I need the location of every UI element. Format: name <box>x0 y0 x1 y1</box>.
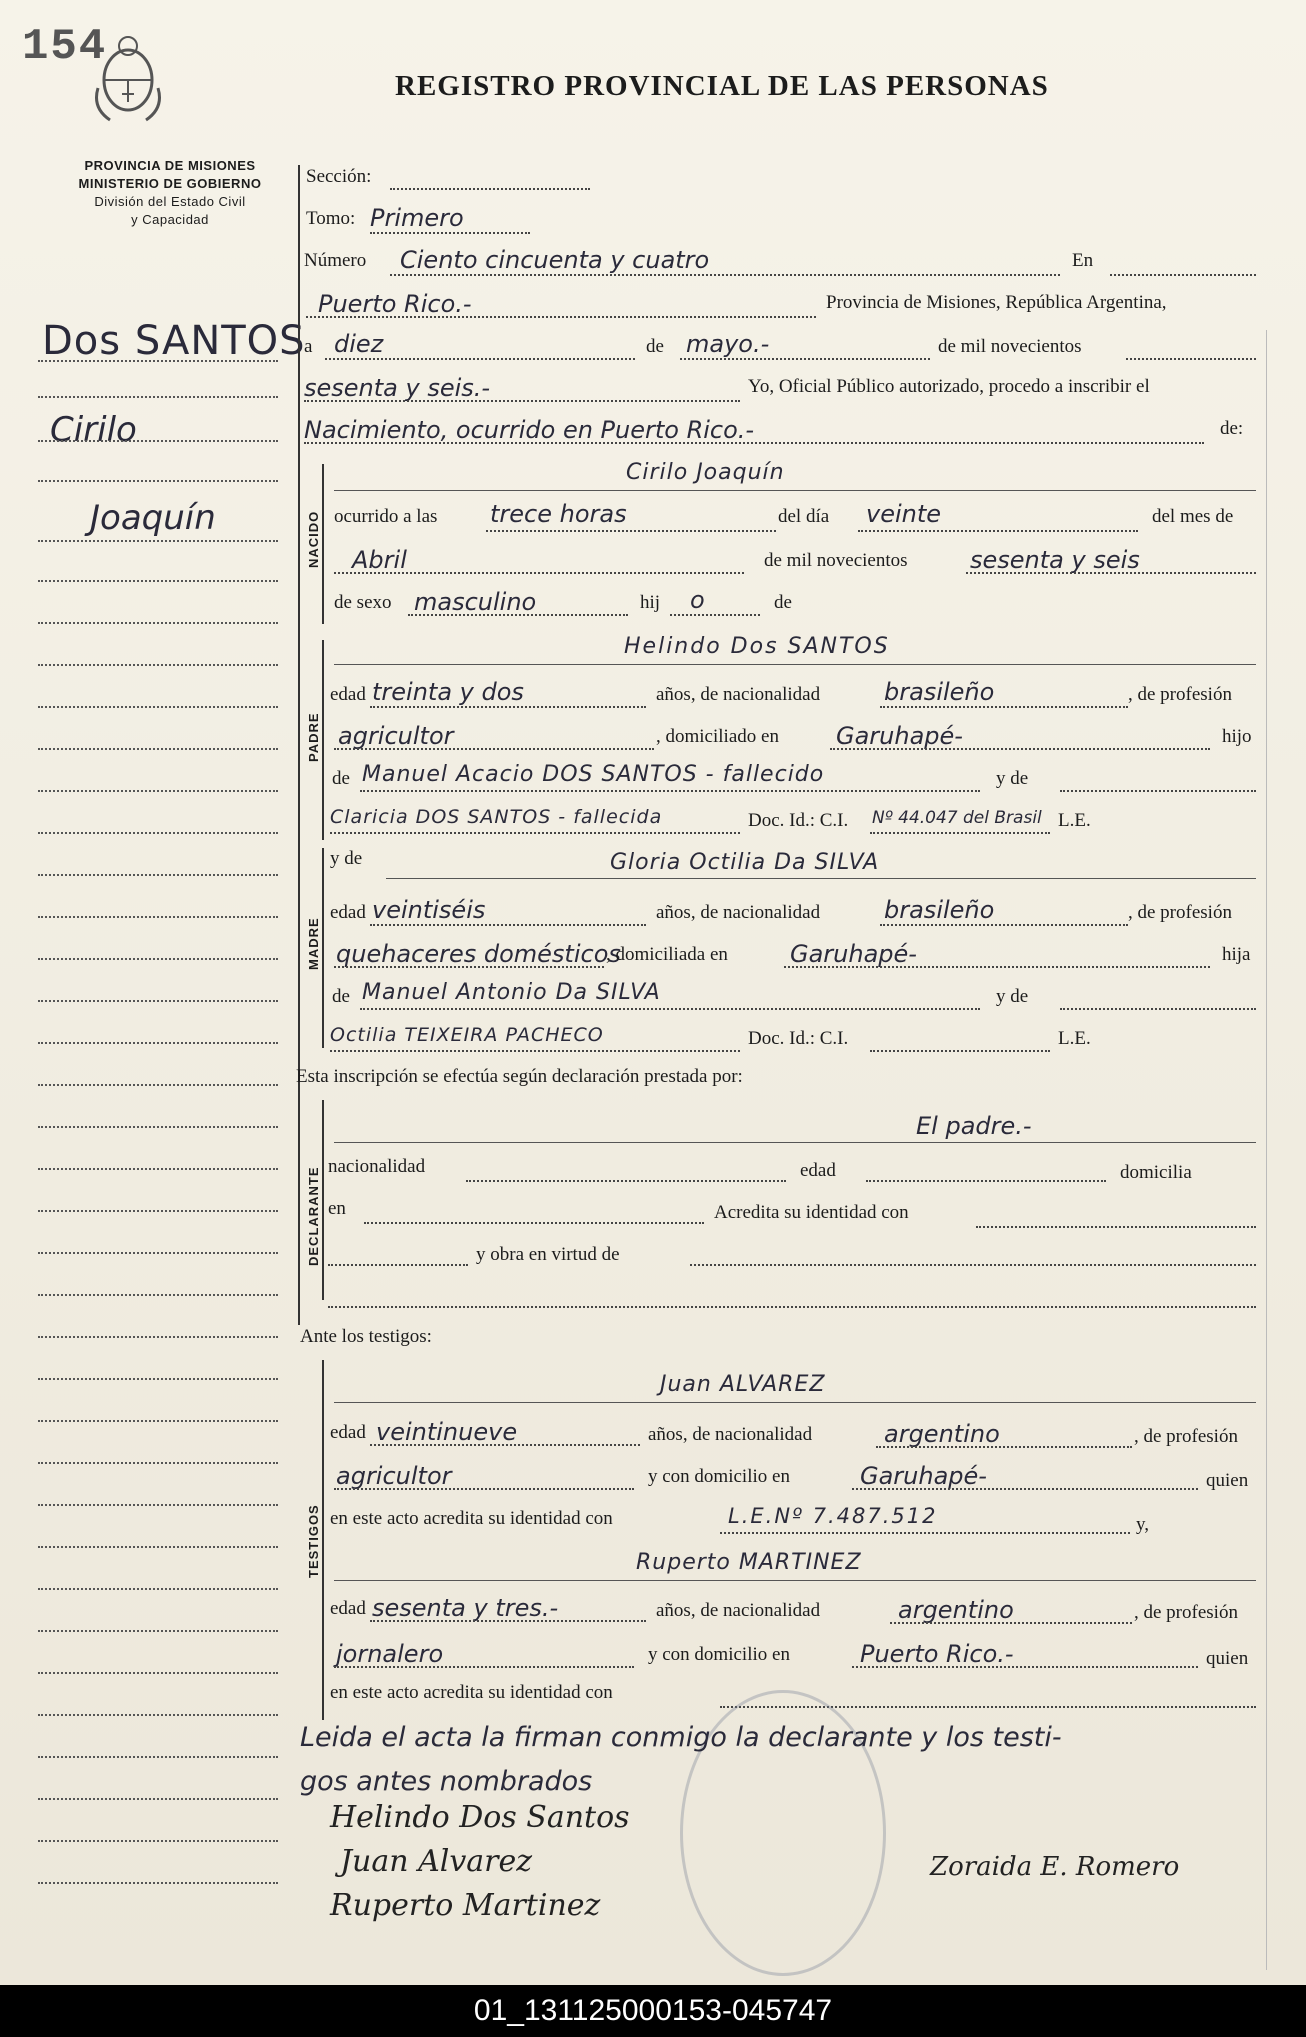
document-title: REGISTRO PROVINCIAL DE LAS PERSONAS <box>395 70 1049 102</box>
madre-nombre: Gloria Octilia Da SILVA <box>610 850 880 875</box>
madre-madre-value: Octilia TEIXEIRA PACHECO <box>330 1024 604 1046</box>
testigo1-dom-label: y con domicilio en <box>648 1466 790 1487</box>
madre-doc-id-label: Doc. Id.: C.I. <box>748 1028 849 1049</box>
authority-line: PROVINCIA DE MISIONES <box>84 158 256 173</box>
oficial-label: Yo, Oficial Público autorizado, procedo a inscribir el <box>748 376 1150 397</box>
testigo1-profesion-label: , de profesión <box>1134 1426 1238 1447</box>
ocurrido-label: ocurrido a las <box>334 506 438 527</box>
testigo1-edad-label: edad <box>330 1422 366 1443</box>
padre-edad-value: treinta y dos <box>372 678 524 706</box>
testigo1-dom-value: Garuhapé- <box>860 1462 987 1490</box>
numero-label: Número <box>304 250 367 271</box>
en-label: En <box>1072 250 1094 271</box>
declarante-en-label: en <box>328 1198 346 1219</box>
testigo2-acto-label: en este acto acredita su identidad con <box>330 1682 613 1703</box>
del-dia-label: del día <box>778 506 830 527</box>
testigo1-quien-label: quien <box>1206 1470 1249 1491</box>
testigo2-profesion-label: , de profesión <box>1134 1602 1238 1623</box>
de-mil2-label: de mil novecientos <box>764 550 908 571</box>
hora-value: trece horas <box>490 500 627 528</box>
padre-padre-value: Manuel Acacio DOS SANTOS - fallecido <box>362 762 825 787</box>
de-label: de <box>646 336 664 357</box>
mes-value: mayo.- <box>686 330 770 358</box>
madre-prof-value: quehaceres domésticos <box>336 940 621 968</box>
testigo1-acto-label: en este acto acredita su identidad con <box>330 1508 613 1529</box>
signature-declarante: Helindo Dos Santos <box>330 1800 630 1835</box>
numero-value: Ciento cincuenta y cuatro <box>400 246 710 274</box>
le-label: L.E. <box>1058 810 1091 831</box>
madre-y-de-label: y de <box>330 848 363 869</box>
padre-dom-value: Garuhapé- <box>836 722 963 750</box>
testigo1-prof-value: agricultor <box>336 1462 452 1490</box>
anio-value: sesenta y seis.- <box>304 374 491 402</box>
obra-label: y obra en virtud de <box>476 1244 620 1265</box>
hija-label: hija <box>1222 944 1251 965</box>
domiciliado-label: , domiciliado en <box>656 726 779 747</box>
padre-de-label: de <box>332 768 350 789</box>
signature-oficial: Zoraida E. Romero <box>930 1852 1180 1882</box>
authority-line: MINISTERIO DE GOBIERNO <box>78 176 262 191</box>
de-mil-label: de mil novecientos <box>938 336 1082 357</box>
coat-of-arms-icon <box>88 28 168 128</box>
authority-line: y Capacidad <box>131 212 209 227</box>
testigo2-edad-label: edad <box>330 1598 366 1619</box>
nacido-section-label: NACIDO <box>306 510 321 568</box>
doc-id-label: Doc. Id.: C.I. <box>748 810 849 831</box>
margin-second-name: Joaquín <box>90 498 216 538</box>
padre-prof-value: agricultor <box>338 722 454 750</box>
anio-nac-value: sesenta y seis <box>970 546 1140 574</box>
dia-nac-value: veinte <box>866 500 942 528</box>
acto-value: Nacimiento, ocurrido en Puerto Rico.- <box>304 416 755 444</box>
padre-section-label: PADRE <box>306 712 321 762</box>
madre-edad-value: veintiséis <box>372 896 486 924</box>
testigo2-prof-value: jornalero <box>336 1640 444 1668</box>
declarante-edad-label: edad <box>800 1160 836 1181</box>
sexo-value: masculino <box>414 588 537 616</box>
declarante-value: El padre.- <box>916 1112 1032 1140</box>
domicilia-label: domicilia <box>1120 1162 1192 1183</box>
nacido-nombre: Cirilo Joaquín <box>626 460 785 485</box>
madre-edad-label: edad <box>330 902 366 923</box>
hijo-label: hijo <box>1222 726 1252 747</box>
testigo2-nac-value: argentino <box>898 1596 1014 1624</box>
madre-y-de-label-2: y de <box>996 986 1029 1007</box>
page-number: 154 <box>22 22 108 72</box>
testigo2-quien-label: quien <box>1206 1648 1249 1669</box>
madre-anos-nac-label: años, de nacionalidad <box>656 902 821 923</box>
seccion-label: Sección: <box>306 166 372 187</box>
testigos-label: Ante los testigos: <box>300 1326 432 1347</box>
issuing-authority <box>40 157 300 229</box>
testigo2-nac-label: años, de nacionalidad <box>656 1600 821 1621</box>
declarante-section-label: DECLARANTE <box>306 1166 321 1266</box>
tomo-label: Tomo: <box>306 208 356 229</box>
madre-section-label: MADRE <box>306 917 321 970</box>
acredita-label: Acredita su identidad con <box>714 1202 909 1223</box>
cierre-line-2: gos antes nombrados <box>300 1766 593 1797</box>
testigo2-nombre: Ruperto MARTINEZ <box>636 1550 862 1575</box>
padre-nombre: Helindo Dos SANTOS <box>624 634 890 659</box>
de-sexo-label: de sexo <box>334 592 392 613</box>
de-profesion-label: , de profesión <box>1128 684 1232 705</box>
del-mes-label: del mes de <box>1152 506 1234 527</box>
dia-value: diez <box>334 330 384 358</box>
testigo1-nac-value: argentino <box>884 1420 1000 1448</box>
signature-testigo-2: Ruperto Martinez <box>330 1888 601 1923</box>
hij-suffix-value: o <box>690 586 705 614</box>
madre-padre-value: Manuel Antonio Da SILVA <box>362 980 661 1005</box>
padre-madre-value: Claricia DOS SANTOS - fallecida <box>330 806 663 828</box>
de-colon-label: de: <box>1220 418 1244 439</box>
madre-dom-value: Garuhapé- <box>790 940 917 968</box>
domiciliada-label: , domiciliada en <box>606 944 728 965</box>
padre-edad-label: edad <box>330 684 366 705</box>
testigo1-edad-value: veintinueve <box>376 1418 518 1446</box>
provincia-label: Provincia de Misiones, República Argentina, <box>826 292 1167 313</box>
madre-le-label: L.E. <box>1058 1028 1091 1049</box>
padre-nac-value: brasileño <box>884 678 995 706</box>
testigo1-nombre: Juan ALVAREZ <box>660 1372 826 1397</box>
madre-profesion-label: , de profesión <box>1128 902 1232 923</box>
authority-line: División del Estado Civil <box>94 194 246 209</box>
anos-nac-label: años, de nacionalidad <box>656 684 821 705</box>
mes-nac-value: Abril <box>352 546 407 574</box>
madre-de-label: de <box>332 986 350 1007</box>
testigo2-dom-label: y con domicilio en <box>648 1644 790 1665</box>
a-label: a <box>304 336 313 357</box>
lugar-value: Puerto Rico.- <box>318 290 472 318</box>
padre-doc-value: Nº 44.047 del Brasil <box>872 808 1042 828</box>
hij-label: hij <box>640 592 661 613</box>
testigo1-nac-label: años, de nacionalidad <box>648 1424 813 1445</box>
y-de-label: y de <box>996 768 1029 789</box>
margin-first-name: Cirilo <box>50 410 137 450</box>
testigo2-dom-value: Puerto Rico.- <box>860 1640 1014 1668</box>
de-label-2: de <box>774 592 792 613</box>
tomo-value: Primero <box>370 204 464 232</box>
signature-testigo-1: Juan Alvarez <box>340 1844 533 1879</box>
testigo2-edad-value: sesenta y tres.- <box>372 1594 559 1622</box>
y-comma-label: y, <box>1136 1514 1150 1535</box>
inscripcion-label: Esta inscripción se efectúa según declaración prestada por: <box>296 1066 743 1087</box>
testigos-section-label: TESTIGOS <box>306 1504 321 1578</box>
cierre-line-1: Leida el acta la firman conmigo la declarante y los testi- <box>300 1722 1062 1753</box>
testigo1-doc-value: L.E.Nº 7.487.512 <box>728 1504 938 1528</box>
file-id-footer: 01_131125000153-045747 <box>0 1985 1306 2037</box>
margin-surname: Dos SANTOS <box>42 318 306 364</box>
madre-nac-value: brasileño <box>884 896 995 924</box>
declarante-nacionalidad-label: nacionalidad <box>328 1156 426 1177</box>
